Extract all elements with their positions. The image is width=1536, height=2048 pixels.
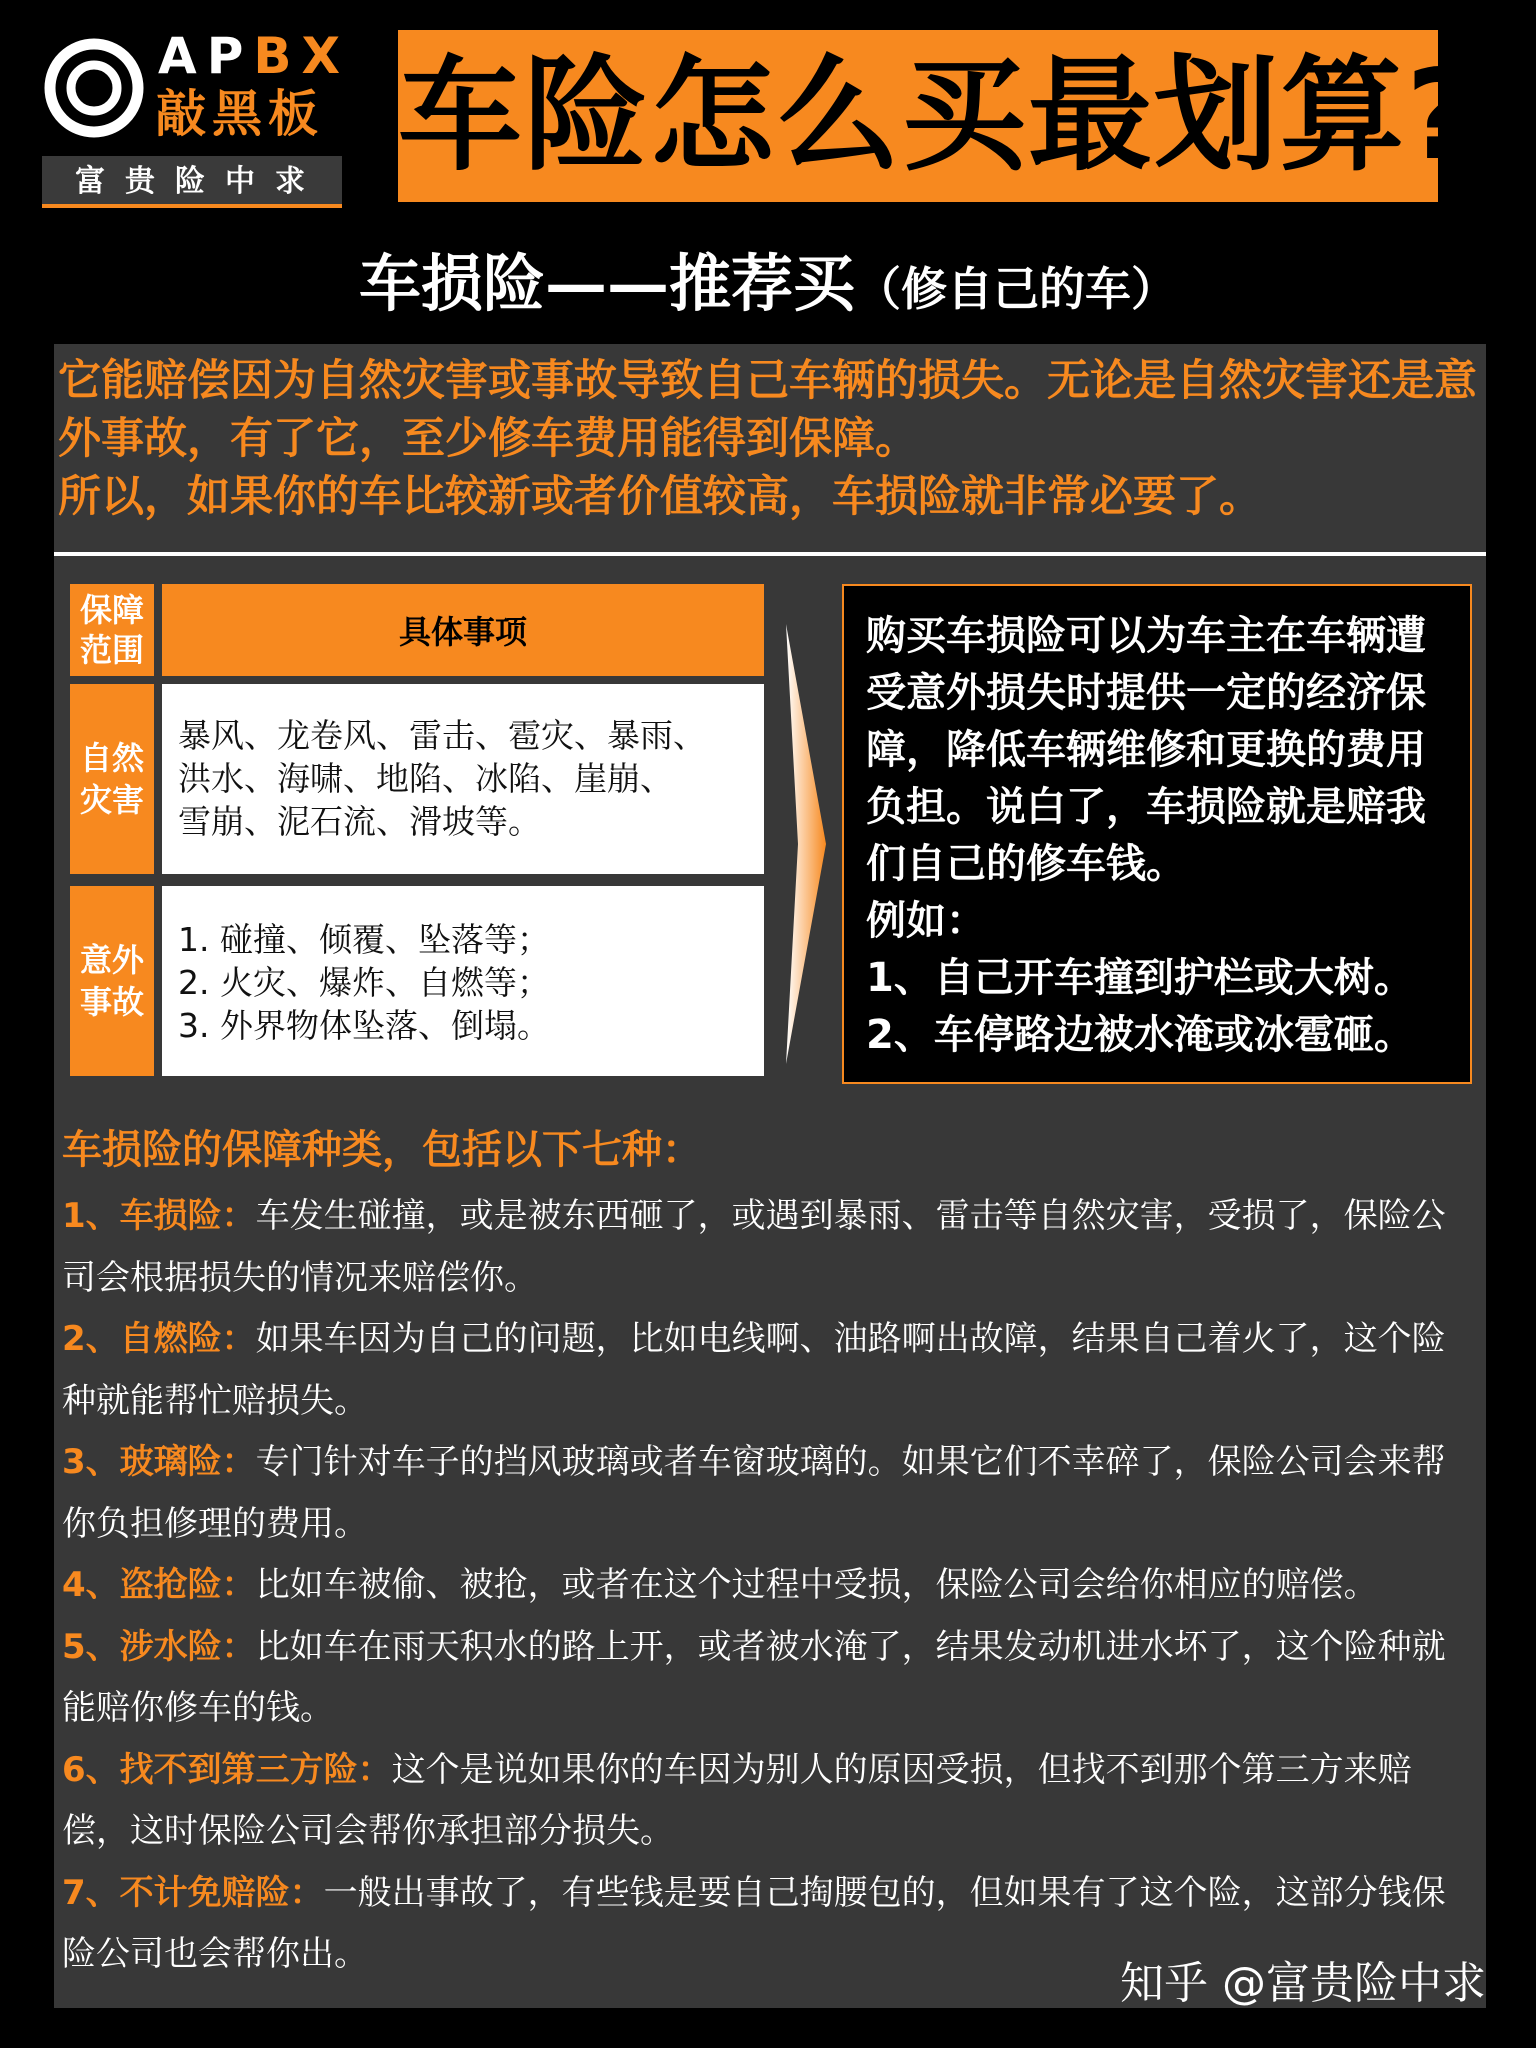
- logo-tagline: 富贵险中求: [42, 156, 342, 208]
- logo-apbx: [158, 26, 350, 86]
- table-row-content-natural: [162, 684, 764, 874]
- section-title-note: （修自己的车）: [855, 262, 1177, 316]
- logo-subtitle: 敲黑板: [156, 85, 324, 143]
- intro-line: 所以，如果你的车比较新或者价值较高，车损险就非常必要了。: [58, 472, 1262, 522]
- types-heading: 车损险的保障种类，包括以下七种：: [62, 1127, 702, 1173]
- list-item-text: 一般出事故了，有些钱是要自己掏腰包的，但如果有了这个险，这部分钱保险公司也会帮你出。: [62, 1872, 1446, 1974]
- types-list: [62, 1186, 1466, 1986]
- section-title-main: 车损险——推荐买: [358, 247, 855, 320]
- logo-apbx-white: AP: [158, 27, 254, 85]
- logo-ring-icon: [44, 38, 144, 138]
- intro-line: 它能赔偿因为自然灾害或事故导致自己车辆的损失。无论是自然灾害还是意外事故，有了它，至少修车费用能得到保障。: [58, 356, 1477, 464]
- list-item-name: 1、车损险：: [62, 1196, 256, 1236]
- table-cell-line: 洪水、海啸、地陷、冰陷、崖崩、: [178, 759, 673, 798]
- intro-text: [58, 352, 1486, 526]
- summary-box: [842, 584, 1472, 1084]
- list-item: [62, 1186, 1466, 1309]
- table-cell-line: 2. 火灾、爆炸、自燃等；: [178, 963, 550, 1002]
- section-title: [0, 244, 1536, 340]
- table-cell-line: 暴风、龙卷风、雷击、雹灾、暴雨、: [178, 716, 706, 755]
- list-item: [62, 1432, 1466, 1555]
- list-item: [62, 1309, 1466, 1432]
- list-item-name: 2、自燃险：: [62, 1319, 256, 1359]
- list-item: [62, 1740, 1466, 1863]
- summary-example-label: 例如：: [866, 898, 986, 944]
- table-row-label-accident: 意外事故: [70, 886, 154, 1076]
- table-row-label-natural: 自然灾害: [70, 684, 154, 874]
- list-item-text: 比如车被偷、被抢，或者在这个过程中受损，保险公司会给你相应的赔偿。: [255, 1565, 1378, 1605]
- list-item-text: 这个是说如果你的车因为别人的原因受损，但找不到那个第三方来赔偿，这时保险公司会帮你承担部分损失。: [62, 1749, 1412, 1851]
- table-cell-line: 雪崩、泥石流、滑坡等。: [178, 802, 541, 841]
- list-item-name: 5、涉水险：: [62, 1626, 256, 1667]
- list-item-name: 4、盗抢险：: [62, 1565, 256, 1605]
- list-item: [62, 1555, 1466, 1617]
- list-item-text: 专门针对车子的挡风玻璃或者车窗玻璃的。如果它们不幸碎了，保险公司会来帮你负担修理的费用。: [62, 1442, 1446, 1544]
- summary-example: 1、自己开车撞到护栏或大树。: [866, 955, 1414, 1001]
- chevron-right-icon: [786, 624, 826, 1064]
- list-item-name: 6、找不到第三方险：: [62, 1749, 392, 1790]
- main-title: 车险怎么买最划算?: [398, 30, 1438, 202]
- summary-example: 2、车停路边被水淹或冰雹砸。: [866, 1012, 1414, 1058]
- list-item-text: 车发生碰撞，或是被东西砸了，或遇到暴雨、雷击等自然灾害，受损了，保险公司会根据损失的情况来赔偿你。: [62, 1196, 1446, 1298]
- table-row-content-accident: [162, 886, 764, 1076]
- logo-apbx-orange: BX: [253, 27, 351, 85]
- list-item: [62, 1617, 1466, 1740]
- list-item-text: 如果车因为自己的问题，比如电线啊、油路啊出故障，结果自己着火了，这个险种就能帮忙赔损失。: [62, 1319, 1446, 1421]
- watermark: 知乎 @富贵险中求: [1120, 1958, 1486, 2009]
- list-item-text: 比如车在雨天积水的路上开，或者被水淹了，结果发动机进水坏了，这个险种就能赔你修车的钱。: [62, 1626, 1446, 1728]
- table-header-detail: 具体事项: [162, 584, 764, 676]
- table-cell-line: 3. 外界物体坠落、倒塌。: [178, 1006, 550, 1045]
- intro-divider: [54, 552, 1486, 556]
- list-item-name: 3、玻璃险：: [62, 1442, 256, 1482]
- table-cell-line: 1. 碰撞、倾覆、坠落等；: [178, 920, 550, 959]
- table-header-scope: 保障范围: [70, 584, 154, 676]
- summary-paragraph: 购买车损险可以为车主在车辆遭受意外损失时提供一定的经济保障，降低车辆维修和更换的费用负担。说白了，车损险就是赔我们自己的修车钱。: [866, 613, 1426, 887]
- list-item-name: 7、不计免赔险：: [62, 1872, 324, 1913]
